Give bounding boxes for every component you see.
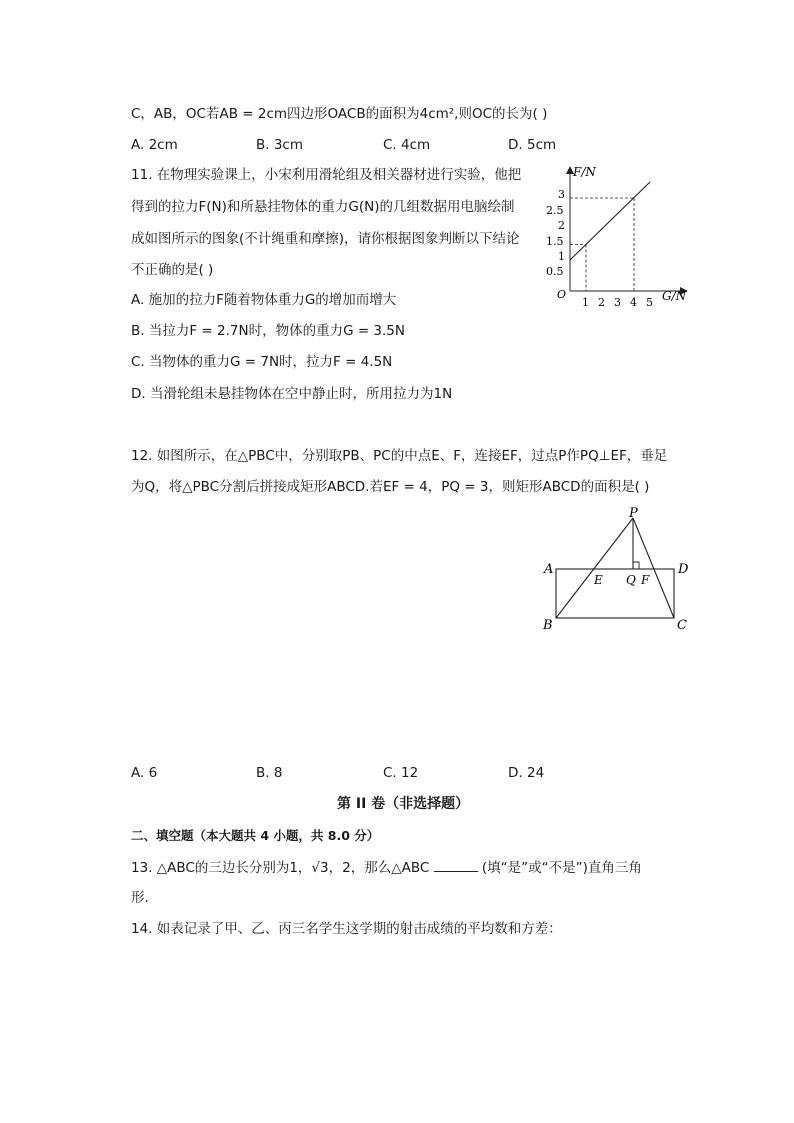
- q11-force-graph: [540, 160, 700, 310]
- q13-stem-line2: 形.: [131, 890, 149, 906]
- force-line: [570, 182, 650, 260]
- q12-triangle-rectangle-figure: [535, 505, 700, 635]
- label-q: Q: [626, 573, 636, 587]
- q11-option-d[interactable]: D. 当滑轮组未悬挂物体在空中静止时，所用拉力为1N: [131, 386, 453, 402]
- y-tick-2: 2: [558, 219, 565, 232]
- q10-option-b[interactable]: B. 3cm: [256, 137, 304, 153]
- label-a: A: [544, 562, 554, 577]
- x-tick-4: 4: [630, 296, 637, 309]
- q11-stem-line3: 成如图所示的图象(不计绳重和摩擦)，请你根据图象判断以下结论: [131, 231, 520, 247]
- x-tick-2: 2: [598, 296, 605, 309]
- label-b: B: [543, 618, 553, 633]
- q10-option-a[interactable]: A. 2cm: [131, 137, 178, 153]
- q11-stem-line2: 得到的拉力F(N)和所悬挂物体的重力G(N)的几组数据用电脑绘制: [131, 199, 515, 215]
- y-tick-0.5: 0.5: [546, 265, 564, 278]
- q11-stem-line1: 11. 在物理实验课上，小宋利用滑轮组及相关器材进行实验，他把: [131, 167, 522, 183]
- y-tick-1: 1: [558, 250, 565, 263]
- q10-stem-tail: C，AB，OC若AB = 2cm四边形OACB的面积为4cm²,则OC的长为( ): [131, 106, 548, 122]
- label-c: C: [677, 618, 687, 633]
- right-angle-mark: [633, 562, 639, 569]
- q11-option-c[interactable]: C. 当物体的重力G = 7N时，拉力F = 4.5N: [131, 354, 393, 370]
- origin-label: O: [557, 288, 567, 301]
- q13-part1: 13. △ABC的三边长分别为1，√3，2，那么△ABC: [131, 860, 430, 876]
- q14-stem-line1: 14. 如表记录了甲、乙、丙三名学生这学期的射击成绩的平均数和方差：: [131, 921, 562, 937]
- q10-option-c[interactable]: C. 4cm: [383, 137, 431, 153]
- q11-option-b[interactable]: B. 当拉力F = 2.7N时，物体的重力G = 3.5N: [131, 323, 405, 339]
- label-d: D: [678, 562, 689, 577]
- label-p: P: [629, 506, 638, 521]
- q11-stem-line4: 不正确的是( ): [131, 262, 214, 278]
- section2-subtitle: 二、填空题（本大题共 4 小题，共 8.0 分）: [131, 828, 380, 843]
- label-e: E: [594, 573, 603, 587]
- q12-stem-line2: 为Q，将△PBC分割后拼接成矩形ABCD.若EF = 4，PQ = 3，则矩形ABCD的面积是( ): [131, 479, 650, 495]
- segment-pb: [556, 518, 633, 618]
- q12-option-a[interactable]: A. 6: [131, 765, 158, 781]
- y-tick-1.5: 1.5: [546, 235, 564, 248]
- y-tick-3: 3: [558, 188, 565, 201]
- rectangle-abcd: [556, 569, 674, 618]
- q12-option-c[interactable]: C. 12: [383, 765, 419, 781]
- q12-option-b[interactable]: B. 8: [256, 765, 283, 781]
- q10-option-d[interactable]: D. 5cm: [508, 137, 557, 153]
- q13-part2: (填“是”或“不是”)直角三角: [481, 860, 642, 876]
- x-tick-3: 3: [614, 296, 621, 309]
- x-tick-1: 1: [582, 296, 589, 309]
- section2-title: 第 II 卷（非选择题）: [337, 796, 470, 812]
- label-f: F: [641, 573, 650, 587]
- q13-answer-blank[interactable]: [434, 858, 478, 872]
- q13-stem-line1: [131, 858, 642, 877]
- q11-option-a[interactable]: A. 施加的拉力F随着物体重力G的增加而增大: [131, 292, 397, 308]
- x-tick-5: 5: [646, 296, 653, 309]
- y-axis-label: F/N: [573, 165, 596, 179]
- y-tick-2.5: 2.5: [546, 204, 564, 217]
- q12-stem-line1: 12. 如图所示，在△PBC中，分别取PB、PC的中点E、F，连接EF，过点P作PQ⊥EF，垂足: [131, 448, 668, 464]
- q12-option-d[interactable]: D. 24: [508, 765, 545, 781]
- x-axis-label: G/N: [662, 289, 687, 303]
